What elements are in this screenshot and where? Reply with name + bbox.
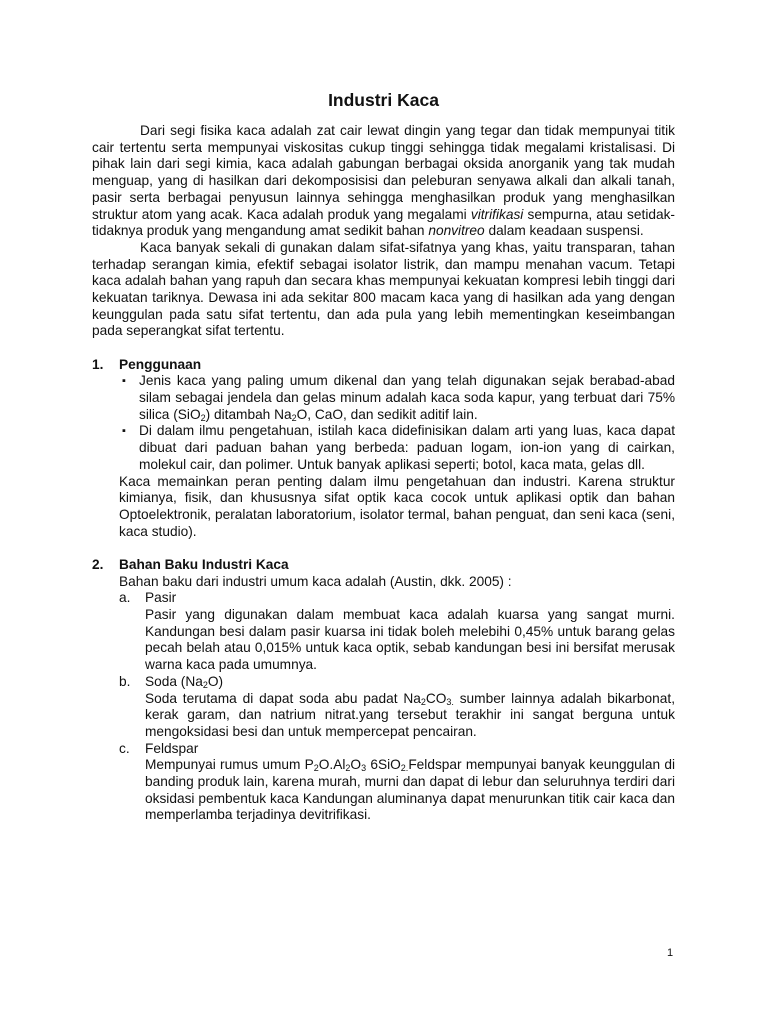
section-paragraph: Kaca memainkan peran penting dalam ilmu pengetahuan dan industri. Karena struktur kimianya, fisik, dan khususnya sifat optik kaca cocok untuk aplikasi optik dan bahan Optoelektronik, peralatan laboratorium, isolator termal, bahan penguat, dan seni kaca (seni, kaca studio). <box>119 473 675 539</box>
section-lead: Bahan baku dari industri umum kaca adalah (Austin, dkk. 2005) : <box>119 573 512 589</box>
bullet-item: ▪ Jenis kaca yang paling umum dikenal dan yang telah digunakan sejak berabad-abad silam sebagai jendela dan gelas minum adalah kaca soda kapur, yang terbuat dari 75% silica (SiO$_2$) ditambah $Na_2O$, CaO, dan sedikit aditif lain. <box>139 373 675 423</box>
item-letter: c. <box>119 740 130 756</box>
section-number: 1. <box>92 356 104 372</box>
item-heading: Feldspar <box>145 740 199 756</box>
item-heading: Soda $(Na_2O)$ <box>145 673 224 690</box>
item-letter: a. <box>119 590 131 606</box>
bullet-list <box>119 373 675 473</box>
section-penggunaan <box>92 357 675 541</box>
intro-paragraph: Dari segi fisika kaca adalah zat cair lewat dingin yang tegar dan tidak mempunyai titik cair tertentu serta mempunyai viskositas cukup tinggi sehingga tidak megalami kristalisasi. Di pihak lain dari segi kimia, kaca adalah gabungan berbagai oksida anorganik yang tak mudah menguap, yang di hasilkan dari dekomposisisi dan peleburan senyawa alkali dan alkali tanah, pasir serta berbagai penyusun lainnya sehingga menghasilkan produk yang menghasilkan struktur atom yang acak. Kaca adalah produk yang megalami vitrifikasi sempurna, atau setidak-tidaknya produk yang mengandung amat sedikit bahan nonvitreo dalam keadaan suspensi. <box>92 123 675 239</box>
page-number: 1 <box>667 947 674 959</box>
section-number: 2. <box>92 556 104 572</box>
material-item-soda <box>119 673 675 741</box>
intro-paragraph: Kaca banyak sekali di gunakan dalam sifat-sifatnya yang khas, yaitu transparan, tahan terhadap serangan kimia, efektif sebagai isolator listrik, dan mampu menahan vacum. Tetapi kaca adalah bahan yang rapuh dan secara khas mempunyai kekuatan kompresi lebih tinggi dari kekuatan tariknya. Dewasa ini ada sekitar 800 macam kaca yang di hasilkan ada yang dengan keunggulan pada satu sifat tertentu, dan ada pula yang lebih mementingkan keseimbangan pada seperangkat sifat tertentu. <box>92 239 675 339</box>
section-title: Bahan Baku Industri Kaca <box>119 556 289 572</box>
item-letter: b. <box>119 673 131 689</box>
item-text: Soda terutama di dapat soda abu padat $Na_2CO_{3.}$ sumber lainnya adalah bikarbonat, kerak garam, dan natrium nitrat.yang tersebut terakhir ini sangat berguna untuk mengoksidasi besi dan untuk mempercepat pencairan. <box>145 690 675 739</box>
material-item-pasir <box>119 590 675 674</box>
bullet-item: ▪ Di dalam ilmu pengetahuan, istilah kaca didefinisikan dalam arti yang luas, kaca dapat dibuat dari paduan bahan yang berbeda: paduan logam, ion-ion yang di cairkan, molekul cair, dan polimer. Untuk banyak aplikasi seperti; botol, kaca mata, gelas dll. <box>139 423 675 473</box>
item-text: Mempunyai rumus umum $P_2O.Al_2O_3$ 6SiO$_{2.}$Feldspar mempunyai banyak keunggulan di banding produk lain, karena murah, murni dan dapat di lebur dan seluruhnya terdiri dari oksidasi pembentuk kaca Kandungan aluminanya dapat menurunkan titik cair kaca dan memperlamba terjadinya devitrifikasi. <box>145 757 675 823</box>
material-item-feldspar <box>119 740 675 825</box>
document-page <box>92 80 675 824</box>
document-title: Industri Kaca <box>328 90 439 110</box>
section-title: Penggunaan <box>119 356 202 372</box>
material-list <box>119 590 675 824</box>
section-bahan-baku <box>92 557 675 824</box>
item-heading: Pasir <box>145 590 177 606</box>
item-text: Pasir yang digunakan dalam membuat kaca adalah kuarsa yang sangat murni. Kandungan besi dalam pasir kuarsa ini tidak boleh melebihi 0,45% untuk barang gelas pecah belah atau 0,015% untuk kaca optik, sebab kandungan besi ini bersifat merusak warna kaca pada umumnya. <box>145 606 675 673</box>
